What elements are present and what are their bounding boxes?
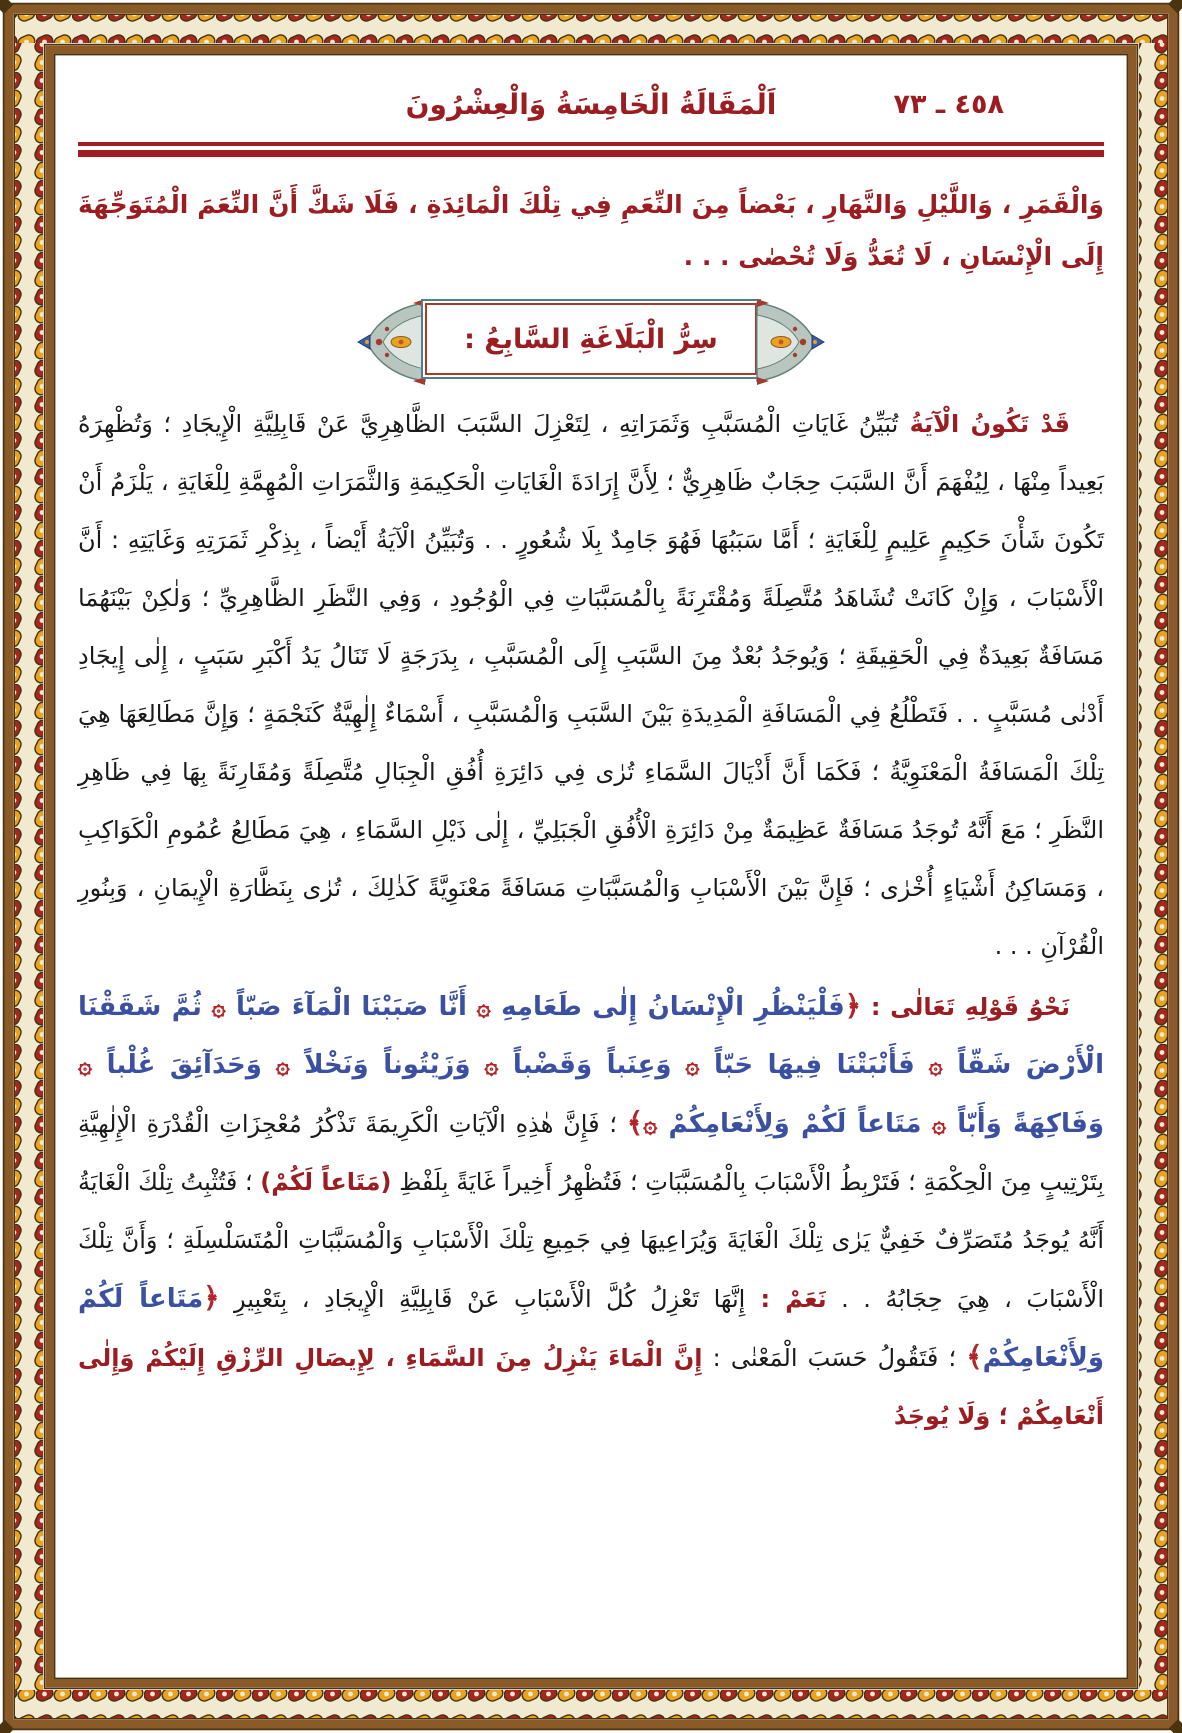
text-segment: (مَتَاعاً لَكُمْ): [260, 1168, 392, 1196]
verse-separator-icon: ۞: [261, 1051, 290, 1079]
text-segment: نَحْوُ قَوْلِهِ تَعَالٰى :: [861, 993, 1071, 1021]
verse-separator-icon: ۞: [78, 1051, 93, 1079]
text-segment: أَنَّا صَبَبْنَا الْمَآءَ صَبّاً: [225, 992, 467, 1022]
text-segment: ؛ فَتُثْبِتُ تِلْكَ الْغَايَةُ أَنَّهُ يُوجَدُ مُتَصَرِّفٌ خَفِيٌّ يَرٰى تِلْكَ الْغَايَةَ وَيُرَاعِيهَا فِي جَمِيعِ تِلْكَ الْأَسْبَابِ وَالْمُسَبَّبَاتِ الْمُتَسَلْسِلَةِ ؛ وَأَنَّ تِلْكَ الْأَسْبَابَ ، هِيَ حِجَابُهُ . .: [78, 1168, 1104, 1313]
text-segment: وَالْقَمَرِ ، وَاللَّيْلِ وَالنَّهَارِ ، بَعْضاً مِنَ النِّعَمِ فِي تِلْكَ الْمَائِدَةِ ، فَلَا شَكَّ أَنَّ النِّعَمَ الْمُتَوَجِّهَةَ إِلَى الْإِنْسَانِ ، لَا تُعَدُّ وَلَا تُحْصٰى . . .: [78, 190, 1104, 271]
text-segment: قَدْ تَكُونُ الْآيَةُ: [898, 410, 1070, 438]
intro-paragraph: [78, 179, 1104, 283]
text-segment: مَتَاعاً لَكُمْ وَلِأَنْعَامِكُمْ: [78, 1284, 1105, 1373]
text-segment: وَحَدَآئِقَ غُلْباً: [92, 1050, 262, 1080]
section-title-inner-frame: [425, 303, 757, 375]
body-paragraph: [78, 395, 1104, 975]
text-segment: ؛ فَإِنَّ هٰذِهِ الْآيَاتِ الْكَرِيمَةَ تَذْكُرُ مُعْجِزَاتِ الْقُدْرَةِ الْإِلٰهِيَّةِ بِتَرْتِيبٍ مِنَ الْحِكْمَةِ ؛ فَتَرْبِطُ الْأَسْبَابَ بِالْمُسَبَّبَاتِ ؛ فَتُظْهِرُ أَخِيراً غَايَةً بِلَفْظِ: [78, 1110, 1104, 1196]
text-segment: إِنَّ الْمَاءَ يَنْزِلُ مِنَ السَّمَاءِ ، لِإِيصَالِ الرِّزْقِ إِلَيْكُمْ وَإِلٰى أَنْعَامِكُمْ ؛ وَلَا يُوجَدُ: [78, 1344, 1104, 1430]
text-segment: ؛ فَتَقُولُ حَسَبَ الْمَعْنٰى :: [702, 1344, 967, 1372]
text-segment: وَعِنَباً وَقَضْباً: [498, 1050, 672, 1080]
text-segment: وَزَيْتُوناً وَنَخْلاً: [289, 1050, 471, 1080]
quran-bracket-icon: ﴿: [203, 1281, 220, 1314]
page-number: ٤٥٨ ـ ٧٣: [893, 89, 1004, 120]
verse-separator-icon: ۞: [201, 993, 226, 1021]
quran-bracket-icon: ﴿: [844, 989, 862, 1022]
text-segment: ثُمَّ شَقَقْنَا الْأَرْضَ شَقّاً: [78, 992, 1104, 1080]
quran-bracket-icon: ﴾: [626, 1106, 644, 1139]
text-segment: فَأَنْبَتْنَا فِيهَا حَبّاً: [699, 1050, 915, 1080]
text-segment: إِنَّهَا تَعْزِلُ كُلَّ الْأَسْبَابِ عَنْ قَابِلِيَّةِ الْإِيجَادِ ، بِتَعْبِيرِ: [219, 1285, 746, 1313]
chapter-title: اَلْمَقَالَةُ الْخَامِسَةُ وَالْعِشْرُونَ: [405, 88, 777, 121]
verse-separator-icon: ۞: [643, 1110, 658, 1138]
verse-separator-icon: ۞: [466, 993, 491, 1021]
verse-separator-icon: ۞: [470, 1051, 499, 1079]
text-segment: مَتَاعاً لَكُمْ وَلِأَنْعَامِكُمْ: [657, 1109, 922, 1139]
floral-ornament-icon: [357, 297, 427, 387]
verse-separator-icon: ۞: [914, 1051, 943, 1079]
section-heading: [421, 299, 761, 379]
section-title: سِرُّ الْبَلَاغَةِ السَّابِعُ :: [464, 323, 718, 355]
verse-paragraph: [78, 977, 1104, 1445]
text-segment: نَعَمْ :: [745, 1285, 827, 1313]
text-segment: فَلْيَنْظُرِ الْإِنْسَانُ إِلٰى طَعَامِهِ: [490, 992, 845, 1022]
section-title-box: [421, 299, 761, 379]
quran-bracket-icon: ﴾: [966, 1340, 983, 1373]
page-content: [56, 56, 1126, 1677]
floral-ornament-icon: [755, 297, 825, 387]
text-segment: وَفَاكِهَةً وَأَبّاً: [946, 1109, 1105, 1139]
text-segment: تُبَيِّنُ غَايَاتِ الْمُسَبَّبِ وَثَمَرَاتِهِ ، لِتَعْزِلَ السَّبَبَ الظَّاهِرِيَّ عَنْ قَابِلِيَّةِ الْإِيجَادِ ؛ وَتُظْهِرَهُ بَعِيداً مِنْهَا ، لِيُفْهَمَ أَنَّ السَّبَبَ حِجَابٌ ظَاهِرِيٌّ ؛ لِأَنَّ إِرَادَةَ الْغَايَاتِ الْحَكِيمَةِ وَالثَّمَرَاتِ الْمُهِمَّةِ لِلْغَايَةِ ، يَلْزَمُ أَنْ تَكُونَ شَأْنَ حَكِيمٍ عَلِيمٍ لِلْغَايَةِ ؛ أَمَّا سَبَبُهَا فَهُوَ جَامِدٌ بِلَا شُعُورٍ . . وَتُبَيِّنُ الْآيَةُ أَيْضاً ، بِذِكْرِ ثَمَرَتِهِ وَغَايَتِهِ : أَنَّ الْأَسْبَابَ ، وَإِنْ كَانَتْ تُشَاهَدُ مُتَّصِلَةً وَمُقْتَرِنَةً بِالْمُسَبَّبَاتِ فِي الْوُجُودِ ، وَفِي النَّظَرِ الظَّاهِرِيِّ ؛ وَلٰكِنْ بَيْنَهُمَا مَسَافَةٌ بَعِيدَةٌ فِي الْحَقِيقَةِ ؛ وَيُوجَدُ بُعْدٌ مِنَ السَّبَبِ إِلَى الْمُسَبَّبِ ، بِدَرَجَةٍ لَا تَنَالُ يَدُ أَكْبَرِ سَبَبٍ ، إِلٰى إِيجَادِ أَدْنٰى مُسَبَّبٍ . . فَتَطْلُعُ فِي الْمَسَافَةِ الْمَدِيدَةِ بَيْنَ السَّبَبِ وَالْمُسَبَّبِ ، أَسْمَاءٌ إِلٰهِيَّةٌ كَنَجْمَةٍ ؛ وَإِنَّ مَطَالِعَهَا هِيَ تِلْكَ الْمَسَافَةُ الْمَعْنَوِيَّةُ ؛ فَكَمَا أَنَّ أَذْيَالَ السَّمَاءِ تُرٰى فِي دَائِرَةِ أُفُقِ الْجِبَالِ مُتَّصِلَةً وَمُقَارِنَةً بِهَا فِي ظَاهِرِ النَّظَرِ ؛ مَعَ أَنَّهُ تُوجَدُ مَسَافَةٌ عَظِيمَةٌ مِنْ دَائِرَةِ الْأُفُقِ الْجَبَلِيِّ ، إِلٰى ذَيْلِ السَّمَاءِ ، هِيَ مَطَالِعُ عُمُومِ الْكَوَاكِبِ ، وَمَسَاكِنُ أَشْيَاءٍ أُخْرٰى ؛ فَإِنَّ بَيْنَ الْأَسْبَابِ وَالْمُسَبَّبَاتِ مَسَافَةً مَعْنَوِيَّةً كَذٰلِكَ ، تُرٰى بِنَظَّارَةِ الْإِيمَانِ ، وَبِنُورِ الْقُرْآنِ . . .: [78, 410, 1104, 960]
page-header: [78, 80, 1104, 130]
double-rule-divider: [78, 142, 1104, 157]
verse-separator-icon: ۞: [921, 1110, 947, 1138]
verse-separator-icon: ۞: [671, 1051, 700, 1079]
